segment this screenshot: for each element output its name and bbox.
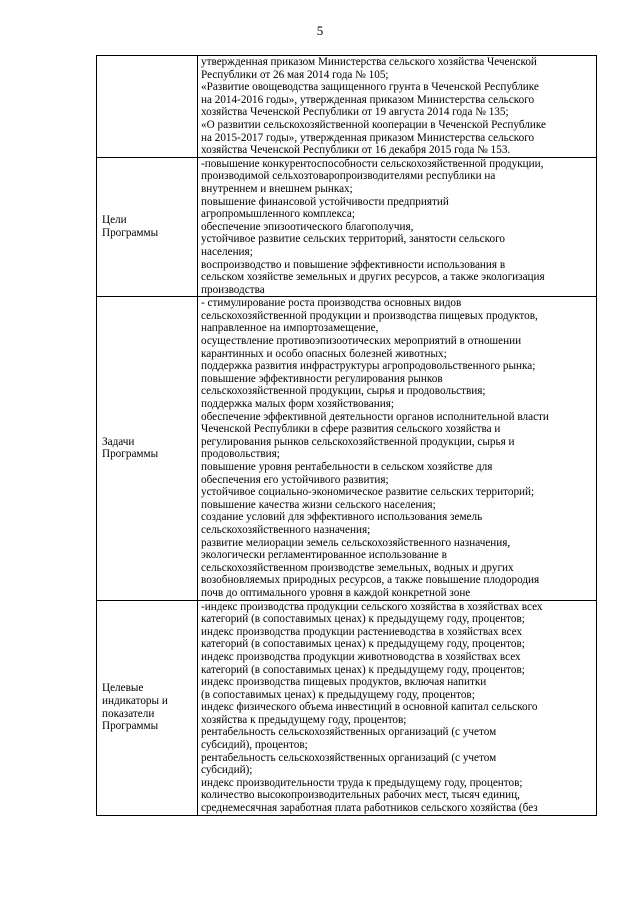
content-line: - стимулирование роста производства основных видов xyxy=(201,297,462,310)
content-line: повышение уровня рентабельности в сельском хозяйстве для xyxy=(201,461,493,473)
content-line: повышение эффективности регулирования рынков xyxy=(201,372,443,385)
content-line: субсидий), процентов; xyxy=(201,739,308,752)
content-line: производства xyxy=(201,283,265,296)
content-line: сельскохозяйственной продукции и производства пищевых продуктов, xyxy=(201,309,538,322)
content-line: карантинных и особо опасных болезней животных; xyxy=(201,347,447,360)
content-line: субсидий); xyxy=(201,764,253,777)
content-line: устойчивое развитие сельских территорий, занятости сельского xyxy=(201,233,505,246)
content-line: категорий (в сопоставимых ценах) к предыдущему году, процентов; xyxy=(201,613,525,626)
row-label-line: Программы xyxy=(102,720,159,733)
content-line: Чеченской Республики в сфере развития сельского хозяйства и xyxy=(201,423,501,436)
table-body xyxy=(97,56,597,816)
content-line: почв до оптимального уровня в каждой конкретной зоне xyxy=(201,586,471,599)
content-line: сельскохозяйственной продукции, сырья и продовольствия; xyxy=(201,385,486,398)
content-line: хозяйства Чеченской Республики от 16 декабря 2015 года № 153. xyxy=(201,144,511,157)
content-line: населения; xyxy=(201,245,253,258)
content-line: производимой сельхозтоваропроизводителями республики на xyxy=(201,170,496,183)
content-line: индекс производства продукции растениеводства в хозяйствах всех xyxy=(201,625,523,638)
content-line: сельскохозяйственного назначения; xyxy=(201,523,371,536)
content-line: внутреннем и внешнем рынках; xyxy=(201,182,353,195)
content-line: воспроизводство и повышение эффективности использования в xyxy=(201,258,506,271)
row-label-line: Целевые xyxy=(102,682,144,695)
content-line: направленное на импортозамещение, xyxy=(201,322,379,335)
table-row xyxy=(97,157,597,297)
content-line: индекс производства продукции животноводства в хозяйствах всех xyxy=(201,650,521,663)
content-line: обеспечение эффективной деятельности органов исполнительной власти xyxy=(201,410,549,423)
content-line: «О развитии сельскохозяйственной кооперации в Чеченской Республике xyxy=(201,118,546,131)
content-line: поддержка малых форм хозяйствования; xyxy=(201,398,394,411)
row-label-cell xyxy=(97,600,198,815)
content-line: развитие мелиорации земель сельскохозяйственного назначения, xyxy=(201,536,511,549)
content-line: обеспечение эпизоотического благополучия, xyxy=(201,220,414,233)
content-line: устойчивое социально-экономическое развитие сельских территорий; xyxy=(201,486,535,499)
content-line: индекс производства пищевых продуктов, включая напитки xyxy=(201,676,487,689)
page-number: 5 xyxy=(316,23,324,38)
row-label-line: индикаторы и xyxy=(102,694,168,707)
content-line: обеспечения его устойчивого развития; xyxy=(201,473,389,486)
row-label-line: Программы xyxy=(102,227,159,240)
content-line: индекс производительности труда к предыдущему году, процентов; xyxy=(201,776,523,789)
content-line: среднемесячная заработная плата работников сельского хозяйства (без xyxy=(201,802,538,815)
row-label-cell xyxy=(97,297,198,600)
row-label-line: показатели xyxy=(102,707,155,720)
table-row xyxy=(97,600,597,815)
content-line: -повышение конкурентоспособности сельскохозяйственной продукции, xyxy=(201,157,544,170)
content-line: -индекс производства продукции сельского хозяйства в хозяйствах всех xyxy=(201,600,543,613)
content-line: хозяйства Чеченской Республики от 19 августа 2014 года № 135; xyxy=(201,106,509,119)
table-row xyxy=(97,56,597,158)
content-line: сельском хозяйстве земельных и других ресурсов, а также экологизация xyxy=(201,271,545,284)
content-line: сельскохозяйственном производстве земельных, водных и других xyxy=(201,561,514,574)
content-line: категорий (в сопоставимых ценах) к предыдущему году, процентов; xyxy=(201,638,525,651)
content-line: Республики от 26 мая 2014 года № 105; xyxy=(201,68,389,81)
content-line: возобновляемых природных ресурсов, а также повышение плодородия xyxy=(201,574,540,587)
content-line: категорий (в сопоставимых ценах) к предыдущему году, процентов; xyxy=(201,663,525,676)
table-row xyxy=(97,297,597,600)
content-line: продовольствия; xyxy=(201,448,280,461)
row-label-cell xyxy=(97,157,198,297)
row-content-cell xyxy=(198,56,597,158)
row-label-line: Задачи xyxy=(102,435,135,448)
content-line: агропромышленного комплекса; xyxy=(201,208,355,221)
content-line: рентабельность сельскохозяйственных организаций (с учетом xyxy=(201,726,497,739)
program-passport-table xyxy=(96,55,597,816)
row-content-cell xyxy=(198,297,597,600)
content-line: повышение качества жизни сельского населения; xyxy=(201,498,436,511)
row-label-line: Программы xyxy=(102,448,159,461)
content-line: индекс физического объема инвестиций в основной капитал сельского xyxy=(201,701,538,714)
content-line: экологически регламентированное использование в xyxy=(201,549,447,562)
content-line: «Развитие овощеводства защищенного грунта в Чеченской Республике xyxy=(201,81,539,94)
content-line: поддержка развития инфраструктуры агропродовольственного рынка; xyxy=(201,360,536,373)
content-line: количество высокопроизводительных рабочих мест, тысяч единиц, xyxy=(201,789,520,802)
content-line: на 2015-2017 годы», утвержденная приказом Министерства сельского xyxy=(201,131,535,144)
content-line: хозяйства к предыдущему году, процентов; xyxy=(201,713,407,726)
row-label-line: Цели xyxy=(102,214,127,227)
content-line: утвержденная приказом Министерства сельского хозяйства Чеченской xyxy=(201,56,537,68)
row-content-cell xyxy=(198,157,597,297)
row-label-cell xyxy=(97,56,198,158)
content-line: повышение финансовой устойчивости предприятий xyxy=(201,195,449,208)
content-line: осуществление противоэпизоотических мероприятий в отношении xyxy=(201,335,522,348)
content-line: регулирования рынков сельскохозяйственной продукции, сырья и xyxy=(201,435,515,448)
content-line: на 2014-2016 годы», утвержденная приказом Министерства сельского xyxy=(201,93,535,106)
row-content-cell xyxy=(198,600,597,815)
content-line: рентабельность сельскохозяйственных организаций (с учетом xyxy=(201,751,497,764)
content-line: (в сопоставимых ценах) к предыдущему году, процентов; xyxy=(201,688,475,701)
content-line: создание условий для эффективного использования земель xyxy=(201,511,483,524)
